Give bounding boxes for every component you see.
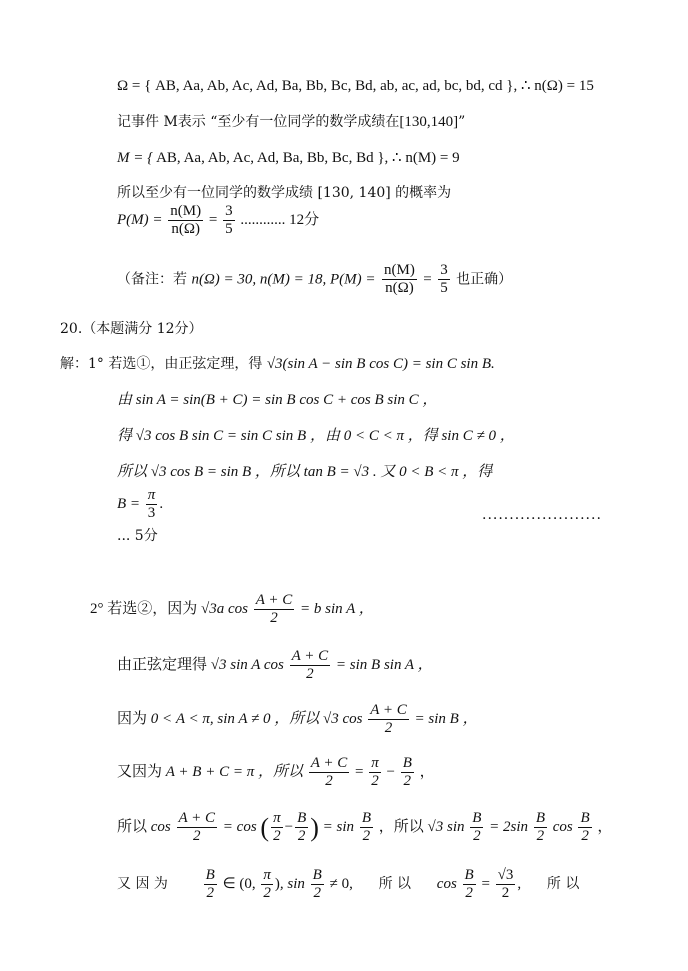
omega-set: AB, Aa, Ab, Ac, Ad, Ba, Bb, Bc, Bd, ab, ac, ad, bc, bd, cd [155,78,503,94]
choice2-line5: 所以 cos $\frac{A + C}{2}$ = cos ( $\frac{\pi}{2}$ − $\frac{B}{2}$ ) = sin $\frac{B}{2}$ ，所以 √3 sin $\frac{B}{2}$ = 2sin $\frac{B}{2}$ cos $\frac{B}{2}$ ， [117,810,613,844]
choice1-line3: 得 √3 cos B sin C = sin C sin B ，由 0 < C < π ，得 sin C ≠ 0 ， [117,428,515,444]
score-dots: ...................... [482,507,602,523]
choice1-line1: 解：1° 若选①，由正弦定理，得 √3(sin A − sin B cos C) = sin C sin B. [60,356,495,372]
choice2-line4: 又因为 A + B + C = π ，所以 $\frac{A + C}{2}$ = $\frac{\pi}{2}$ − $\frac{B}{2}$ ， [117,755,435,789]
choice1-line4: 所以 √3 cos B = sin B ，所以 tan B = √3 . 又 0 < B < π ，得 [117,464,493,480]
m-set-line: M = { AB, Aa, Ab, Ac, Ad, Ba, Bb, Bc, Bd }, ∴ n(M) = 9 [117,150,460,166]
choice1-line2: 由 sin A = sin(B + C) = sin B cos C + cos B sin C ， [117,392,438,408]
choice2-line6: 又 因 为 $\frac{B}{2}$ ∈ (0, $\frac{\pi}{2}$ ), sin $\frac{B}{2}$ ≠ 0, 所 以 cos $\frac{B}{2}$ = $\frac{√3}{2}$ , 所 以 [117,867,580,901]
event-definition: 记事件 M表示 “至少有一位同学的数学成绩在[130,140]” [117,114,466,130]
choice2-line3: 因为 0 < A < π, sin A ≠ 0 ，所以 √3 cos $\frac{A + C}{2}$ = sin B ， [117,702,478,736]
score-5: ... 5分 [117,528,158,544]
m-set: AB, Aa, Ab, Ac, Ad, Ba, Bb, Bc, Bd [156,150,374,166]
probability-formula: P(M) = $\frac{n(M)}{n(\Omega)}$ = $\frac{3}{5}$ ............ 12分 [117,203,320,237]
omega-set-line: Ω = { AB, Aa, Ab, Ac, Ad, Ba, Bb, Bc, Bd, ab, ac, ad, bc, bd, cd }, ∴ n(Ω) = 15 [117,78,594,94]
probability-statement: 所以至少有一位同学的数学成绩 [130, 140] 的概率为 [117,185,452,201]
choice2-line1: 2° 若选②，因为 √3a cos $\frac{A + C}{2}$ = b sin A ， [90,592,374,626]
choice1-result: B = $\frac{\pi}{3}$ . [117,487,164,521]
score-12: ............ 12分 [240,211,320,228]
section-20-header: 20.（本题满分 12分） [60,321,203,337]
choice2-line2: 由正弦定理得 √3 sin A cos $\frac{A + C}{2}$ = sin B sin A ， [117,648,433,682]
remark-note: （备注：若 n(Ω) = 30, n(M) = 18, P(M) = $\frac{n(M)}{n(\Omega)}$ = $\frac{3}{5}$ 也正确） [117,262,513,296]
